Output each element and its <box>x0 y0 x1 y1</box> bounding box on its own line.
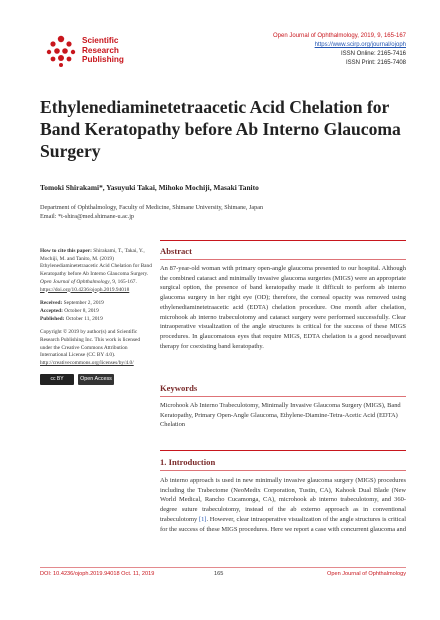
intro-text <box>160 476 406 534</box>
section-rule <box>160 396 406 397</box>
received-date: September 2, 2019 <box>63 300 104 307</box>
received-label: Received: <box>40 300 63 307</box>
published-date: October 11, 2019 <box>65 315 103 322</box>
introduction-section <box>160 450 406 534</box>
abstract-heading: Abstract <box>160 246 192 256</box>
license-link[interactable]: http://creativecommons.org/licenses/by/4.0/ <box>40 360 134 367</box>
reference-link[interactable]: [1] <box>198 515 207 523</box>
footer-journal: Open Journal of Ophthalmology <box>327 571 406 577</box>
section-divider <box>160 240 406 241</box>
journal-line: Open Journal of Ophthalmology, 2019, 9, 165-167 <box>273 33 406 39</box>
affiliation: Department of Ophthalmology, Faculty of Medicine, Shimane University, Shimane, Japan <box>40 204 264 211</box>
dates <box>40 300 152 323</box>
article-authors: Tomoki Shirakami*, Yasuyuki Takai, Mihoko Mochiji, Masaki Tanito <box>40 183 259 192</box>
article-sidebar <box>40 248 152 385</box>
issn-online: ISSN Online: 2165-7416 <box>340 51 406 57</box>
keywords-text: Microhook Ab Interno Trabeculotomy, Minimally Invasive Glaucoma Surgery (MIGS), Band Keratopathy, Primary Open-Angle Glaucoma, Ethylene-Diamine-Tetra-Acetic Acid (EDTA) Chelation <box>160 402 401 429</box>
page-number: 165 <box>214 571 224 577</box>
journal-url-link[interactable]: https://www.scirp.org/journal/ojoph <box>314 42 406 48</box>
citation <box>40 248 152 294</box>
cite-volume: , 9, 165-167. <box>109 278 137 285</box>
license-badges <box>40 374 152 385</box>
affiliation-block <box>40 203 263 221</box>
abstract-text: An 87-year-old woman with primary open-angle glaucoma presented to our hospital. Although the combined cataract and minimally invasive glaucoma surgeries (MIGS) were an appropriate surgical option, the presence of band keratopathy made it difficult to perform ab interno glaucoma surgery in her right eye (OD); therefore, the corneal opacity was removed using ethylenediaminetetraacetic acid (EDTA) chelation procedure. One month after chelation, microhook ab interno trabeculotomy and cataract surgery were performed successfully. Clear intraoperative visualization of the angle structures is critical for the success of these MIGS procedures. In glaucomatous eyes that require MIGS, EDTA chelation is a good neoadjuvant therapy for coexisting band keratopathy. <box>160 265 406 350</box>
section-divider <box>160 450 406 451</box>
intro-text-part: Ab interno approach is used in new minimally invasive glaucoma surgery (MIGS) procedures including the Trabectome (NeoMedix Corporation, Tustin, CA), Kahook Dual Blade (New World Medical, Rancho Cucamonga, CA), microhook ab interno trabeculotomy, and 360-degree suture trabeculotomy, instead of the ab externo approach as in conventional trabeculotomy <box>160 477 406 523</box>
cite-label: How to cite this paper: <box>40 248 92 254</box>
accepted-label: Accepted: <box>40 307 63 314</box>
keywords-heading: Keywords <box>160 383 198 393</box>
cite-journal: Open Journal of Ophthalmology <box>40 278 110 285</box>
copyright-text: Copyright © 2019 by author(s) and Scientific Research Publishing Inc. This work is licensed under the Creative Commons Attribution International License (CC BY 4.0). <box>40 329 141 359</box>
article-title: Ethylenediaminetetraacetic Acid Chelation for Band Keratopathy before Ab Interno Glaucoma Surgery <box>40 97 401 161</box>
copyright <box>40 329 152 368</box>
abstract-section <box>160 240 406 351</box>
cite-text: Shirakami, T., Takai, Y., Mochiji, M. and Tanito, M. (2019) Ethylenediaminetetraacetic Acid Chelation for Band Keratopathy before Ab Interno Glaucoma Surgery. <box>40 248 152 278</box>
publisher-logo <box>44 32 204 70</box>
scirp-logo-icon <box>44 34 78 68</box>
footer-divider <box>40 567 406 568</box>
accepted-date: October 8, 2019 <box>64 307 99 314</box>
open-access-badge: Open Access <box>78 374 114 385</box>
section-rule <box>160 259 406 260</box>
published-label: Published: <box>40 315 65 322</box>
cc-by-badge[interactable]: cc BY <box>40 374 74 385</box>
issn-print: ISSN Print: 2165-7408 <box>345 60 406 66</box>
section-rule <box>160 470 406 471</box>
journal-info <box>273 32 406 68</box>
cite-doi-link[interactable]: https://doi.org/10.4236/ojoph.2019.94018 <box>40 286 130 293</box>
footer-doi: DOI: 10.4236/ojoph.2019.94018 Oct. 11, 2019 <box>40 571 155 577</box>
intro-heading: 1. Introduction <box>160 457 216 467</box>
publisher-name: Scientific Research Publishing <box>82 36 124 65</box>
keywords-section <box>160 383 406 430</box>
intro-text-part: . However, clear intraoperative visualization of the angle structures is critical for the success of these MIGS procedures. Here we report a case with concurrent glaucoma and <box>160 515 406 533</box>
author-email: Email: *t-shira@med.shimane-u.ac.jp <box>40 213 135 220</box>
